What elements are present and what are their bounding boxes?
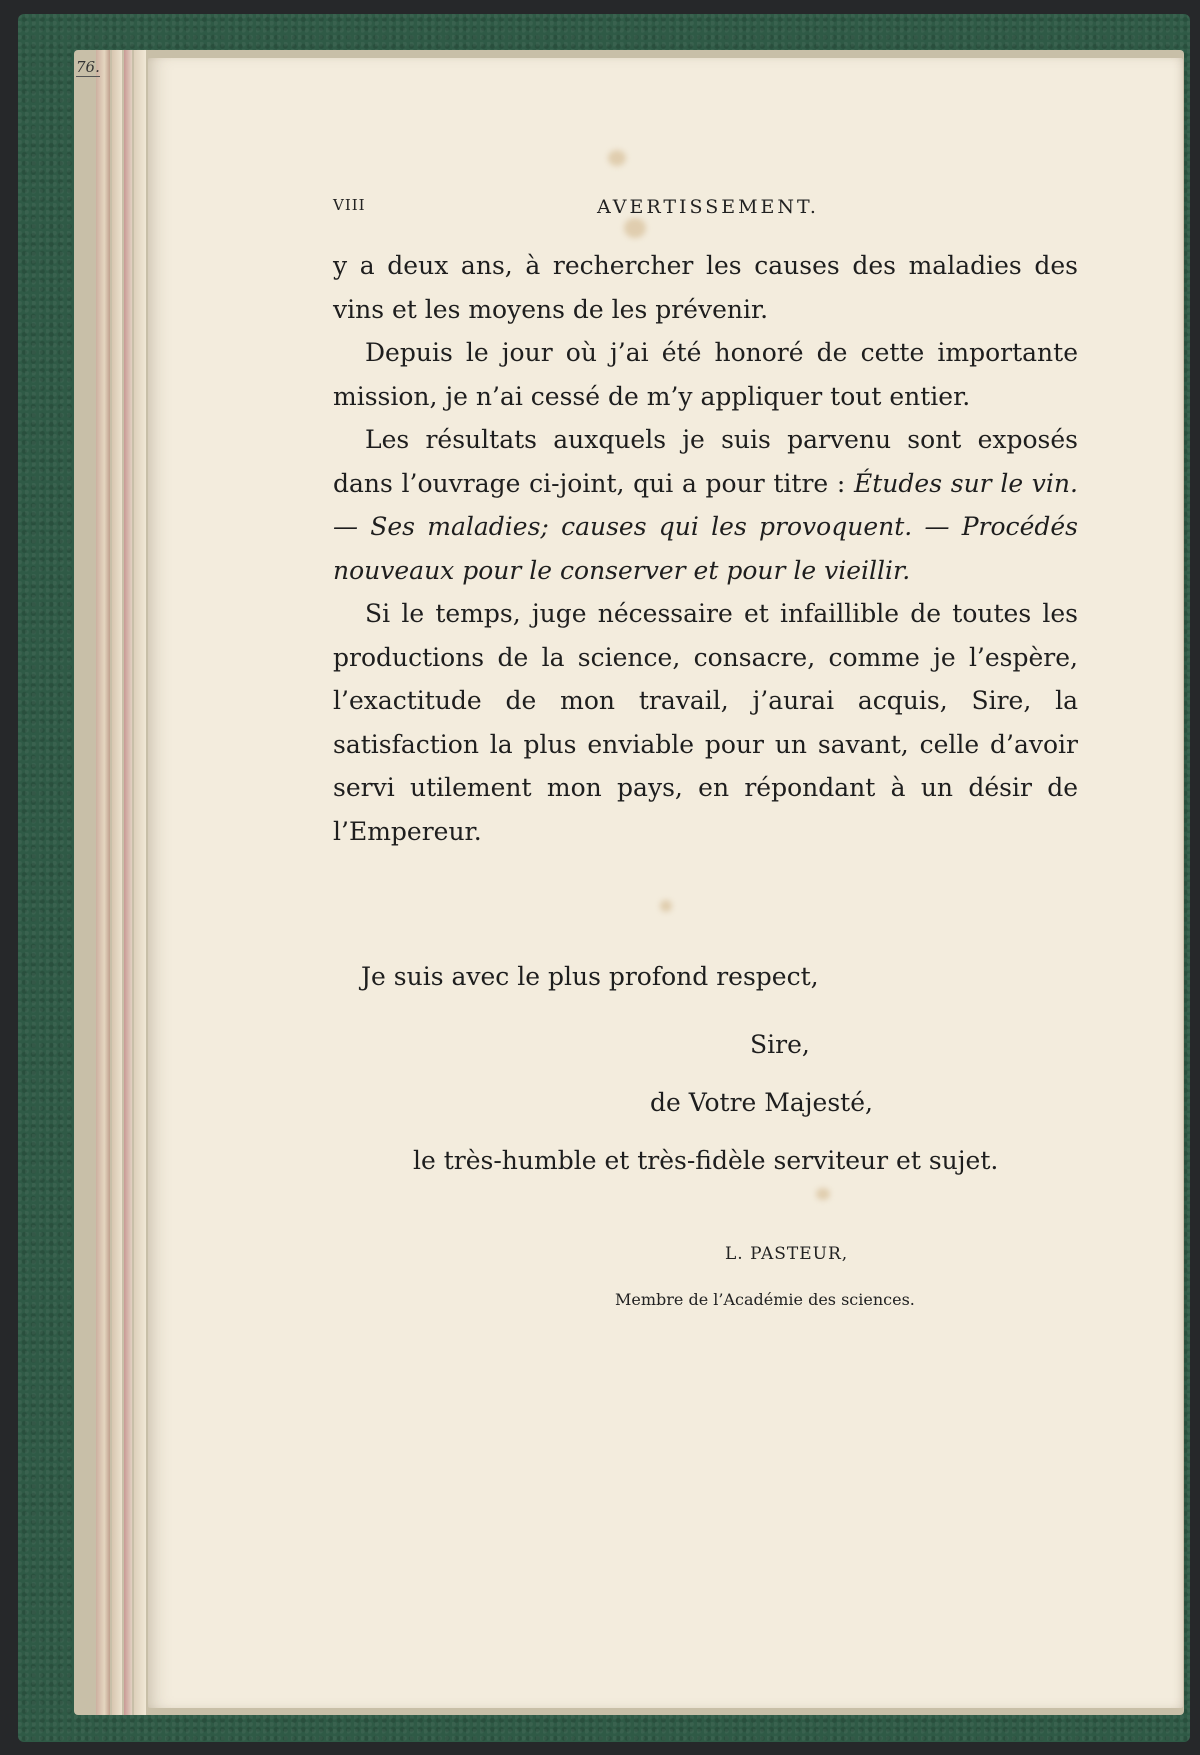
foxing-stain [624,218,646,238]
author-name: L. PASTEUR, [725,1244,849,1264]
paragraph-text: Les résultats auxquels je suis parvenu sont exposés dans l’ouvrage ci-joint, qui a pour titre : [333,425,1078,498]
page-edge [134,50,146,1715]
page-number: VIII [333,196,366,214]
body-text [333,244,1078,853]
author-title: Membre de l’Académie des sciences. [615,1290,915,1309]
closing-sire: Sire, [750,1030,810,1059]
page-edge [112,50,122,1715]
foxing-stain [660,900,672,912]
book-title: Études sur le vin. — Ses maladies; causes qui les provoquent. — Procédés nouveaux pour le conserver et pour le vieillir. [333,468,1078,585]
paragraph: Depuis le jour où j’ai été honoré de cette importante mission, je n’ai cessé de m’y appliquer tout entier. [333,338,1078,411]
closing-majesty: de Votre Majesté, [650,1088,873,1117]
foxing-stain [608,150,626,166]
foxing-stain [816,1188,830,1200]
paragraph [333,418,1078,592]
paragraph: Si le temps, juge nécessaire et infaillible de toutes les productions de la science, consacre, comme je l’espère, l’exactitude de mon travail, j’aurai acquis, Sire, la satisfaction la plus enviable pour un savant, celle d’avoir servi utilement mon pays, en répondant à un désir de l’Empereur. [333,599,1078,846]
section-title: AVERTISSEMENT. [597,196,819,218]
closing-servant: le très-humble et très-fidèle serviteur et sujet. [413,1146,999,1175]
paragraph: y a deux ans, à rechercher les causes des maladies des vins et les moyens de les prévenir. [333,251,1078,324]
margin-note: 76. [76,58,100,76]
closing-respect: Je suis avec le plus profond respect, [361,962,819,991]
page-edge [96,50,110,1715]
page-edge [124,50,132,1715]
